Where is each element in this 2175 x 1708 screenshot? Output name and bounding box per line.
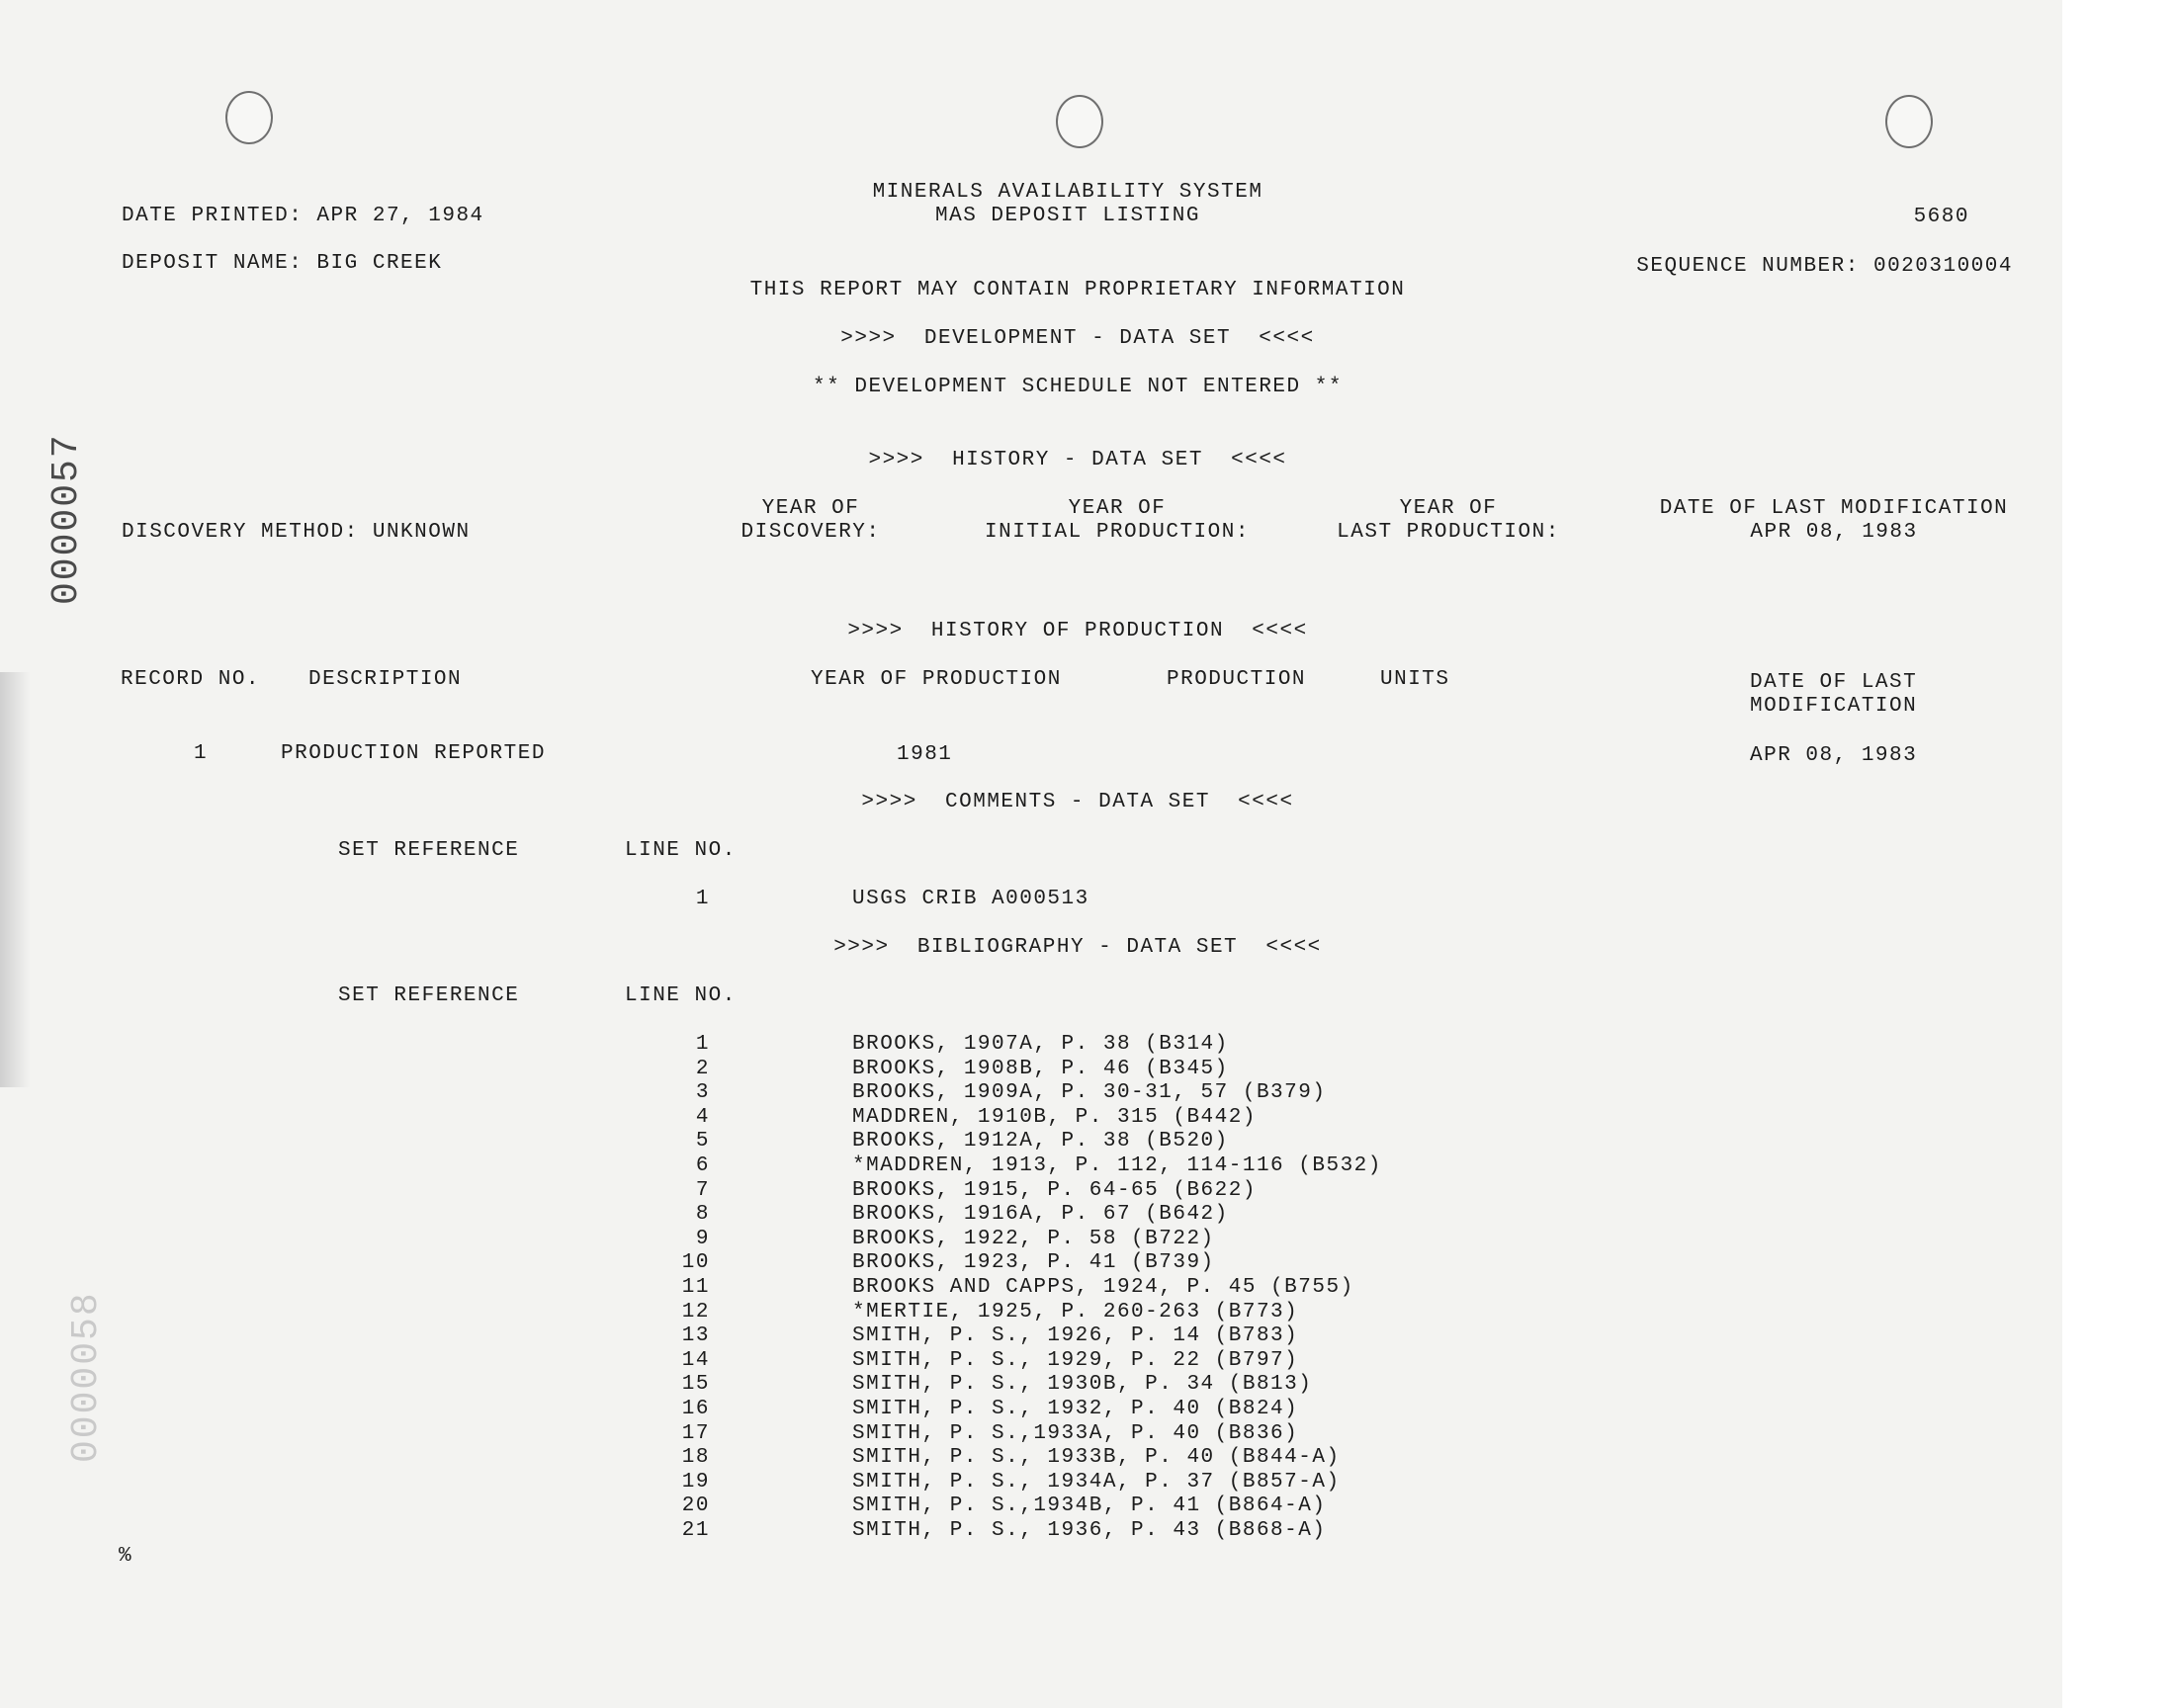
bibliography-line-no: 6 (695, 1154, 710, 1177)
bibliography-col-set-reference: SET REFERENCE (338, 984, 520, 1007)
bibliography-line-no: 1 (695, 1033, 710, 1056)
bibliography-line-no: 20 (681, 1494, 710, 1518)
system-title: MINERALS AVAILABILITY SYSTEM (872, 181, 1263, 204)
binder-hole-left (225, 91, 273, 144)
discovery-method: DISCOVERY METHOD: UNKNOWN (122, 521, 471, 544)
col-description: DESCRIPTION (308, 668, 463, 691)
record-year: 1981 (897, 743, 953, 766)
comments-col-set-reference: SET REFERENCE (338, 839, 520, 862)
page-stamp-number-faint: 0000058 (65, 1291, 108, 1463)
development-note: ** DEVELOPMENT SCHEDULE NOT ENTERED ** (813, 376, 1343, 398)
col-year-of-production: YEAR OF PRODUCTION (811, 668, 1062, 691)
bibliography-reference: *MERTIE, 1925, P. 260-263 (B773) (852, 1300, 1299, 1324)
page-code: 5680 (1913, 206, 1969, 228)
year-of-last-label: LAST PRODUCTION: (1337, 521, 1560, 544)
bibliography-reference: BROOKS, 1909A, P. 30-31, 57 (B379) (852, 1081, 1327, 1105)
bibliography-line-no: 13 (681, 1324, 710, 1348)
bibliography-line-no: 2 (695, 1057, 710, 1080)
bibliography-reference: BROOKS, 1922, P. 58 (B722) (852, 1227, 1215, 1250)
bibliography-reference: MADDREN, 1910B, P. 315 (B442) (852, 1105, 1257, 1129)
bibliography-list (0, 1033, 1977, 1557)
date-printed: DATE PRINTED: APR 27, 1984 (122, 205, 484, 227)
page-stamp-number: 0000057 (45, 433, 88, 605)
col-record-no: RECORD NO. (121, 668, 261, 691)
year-of-discovery-top: YEAR OF (761, 497, 860, 520)
bibliography-reference: SMITH, P. S., 1934A, P. 37 (B857-A) (852, 1470, 1341, 1494)
bibliography-line-no: 3 (695, 1081, 710, 1105)
bibliography-reference: SMITH, P. S., 1936, P. 43 (B868-A) (852, 1519, 1327, 1542)
bibliography-reference: BROOKS, 1923, P. 41 (B739) (852, 1251, 1215, 1275)
bibliography-reference: SMITH, P. S., 1932, P. 40 (B824) (852, 1398, 1299, 1420)
bibliography-reference: BROOKS, 1908B, P. 46 (B345) (852, 1057, 1229, 1080)
record-no: 1 (194, 742, 209, 765)
bibliography-heading: >>>> BIBLIOGRAPHY - DATA SET <<<< (833, 936, 1322, 959)
col-date-of-last: DATE OF LAST (1750, 671, 1918, 694)
production-heading: >>>> HISTORY OF PRODUCTION <<<< (847, 620, 1308, 642)
scan-margin (2062, 0, 2175, 1708)
record-description: PRODUCTION REPORTED (281, 742, 546, 765)
bibliography-reference: SMITH, P. S.,1934B, P. 41 (B864-A) (852, 1494, 1327, 1518)
binder-hole-center (1056, 95, 1103, 148)
bibliography-reference: SMITH, P. S.,1933A, P. 40 (B836) (852, 1421, 1299, 1445)
comment-line-no: 1 (695, 888, 710, 910)
bibliography-reference: BROOKS, 1916A, P. 67 (B642) (852, 1203, 1229, 1227)
col-units: UNITS (1380, 668, 1450, 691)
bibliography-line-no: 14 (681, 1348, 710, 1372)
comments-col-line-no: LINE NO. (625, 839, 737, 862)
bibliography-reference: BROOKS, 1915, P. 64-65 (B622) (852, 1178, 1257, 1202)
bibliography-line-no: 18 (681, 1446, 710, 1470)
listing-title: MAS DEPOSIT LISTING (935, 205, 1200, 227)
development-heading: >>>> DEVELOPMENT - DATA SET <<<< (840, 327, 1315, 350)
col-modification: MODIFICATION (1750, 695, 1918, 718)
bibliography-reference: SMITH, P. S., 1929, P. 22 (B797) (852, 1348, 1299, 1372)
bibliography-line-no: 17 (681, 1421, 710, 1445)
record-date: APR 08, 1983 (1750, 744, 1918, 767)
bibliography-col-line-no: LINE NO. (625, 984, 737, 1007)
bibliography-line-no: 10 (681, 1251, 710, 1275)
bibliography-reference: SMITH, P. S., 1930B, P. 34 (B813) (852, 1373, 1313, 1397)
bibliography-reference: *MADDREN, 1913, P. 112, 114-116 (B532) (852, 1154, 1382, 1177)
sequence-number: SEQUENCE NUMBER: 0020310004 (1636, 255, 2013, 278)
year-of-last-top: YEAR OF (1399, 497, 1498, 520)
scan-edge-shadow (0, 672, 30, 1087)
deposit-name: DEPOSIT NAME: BIG CREEK (122, 252, 443, 275)
bibliography-line-no: 5 (695, 1130, 710, 1153)
bibliography-reference: SMITH, P. S., 1933B, P. 40 (B844-A) (852, 1446, 1341, 1470)
bibliography-line-no: 9 (695, 1227, 710, 1250)
year-of-initial-top: YEAR OF (1068, 497, 1167, 520)
bibliography-line-no: 8 (695, 1203, 710, 1227)
bibliography-reference: SMITH, P. S., 1926, P. 14 (B783) (852, 1324, 1299, 1348)
bibliography-line-no: 15 (681, 1373, 710, 1397)
bibliography-line-no: 4 (695, 1105, 710, 1129)
bibliography-reference: BROOKS, 1912A, P. 38 (B520) (852, 1130, 1229, 1153)
year-of-initial-label: INITIAL PRODUCTION: (985, 521, 1250, 544)
proprietary-notice: THIS REPORT MAY CONTAIN PROPRIETARY INFORMATION (749, 279, 1406, 301)
bibliography-reference: BROOKS AND CAPPS, 1924, P. 45 (B755) (852, 1276, 1354, 1299)
binder-hole-right (1885, 95, 1933, 148)
history-heading: >>>> HISTORY - DATA SET <<<< (868, 449, 1287, 471)
comments-heading: >>>> COMMENTS - DATA SET <<<< (861, 791, 1294, 813)
comment-text: USGS CRIB A000513 (852, 888, 1089, 910)
bibliography-line-no: 12 (681, 1300, 710, 1324)
col-production: PRODUCTION (1167, 668, 1307, 691)
date-last-mod-label: DATE OF LAST MODIFICATION (1659, 497, 2009, 520)
bibliography-line-no: 16 (681, 1398, 710, 1420)
bibliography-line-no: 21 (681, 1519, 710, 1542)
date-last-mod-value: APR 08, 1983 (1750, 521, 1918, 544)
bibliography-reference: BROOKS, 1907A, P. 38 (B314) (852, 1033, 1229, 1056)
bibliography-line-no: 11 (681, 1276, 710, 1299)
bibliography-line-no: 7 (695, 1178, 710, 1202)
footer-mark: % (119, 1545, 133, 1568)
year-of-discovery-label: DISCOVERY: (740, 521, 881, 544)
bibliography-line-no: 19 (681, 1470, 710, 1494)
